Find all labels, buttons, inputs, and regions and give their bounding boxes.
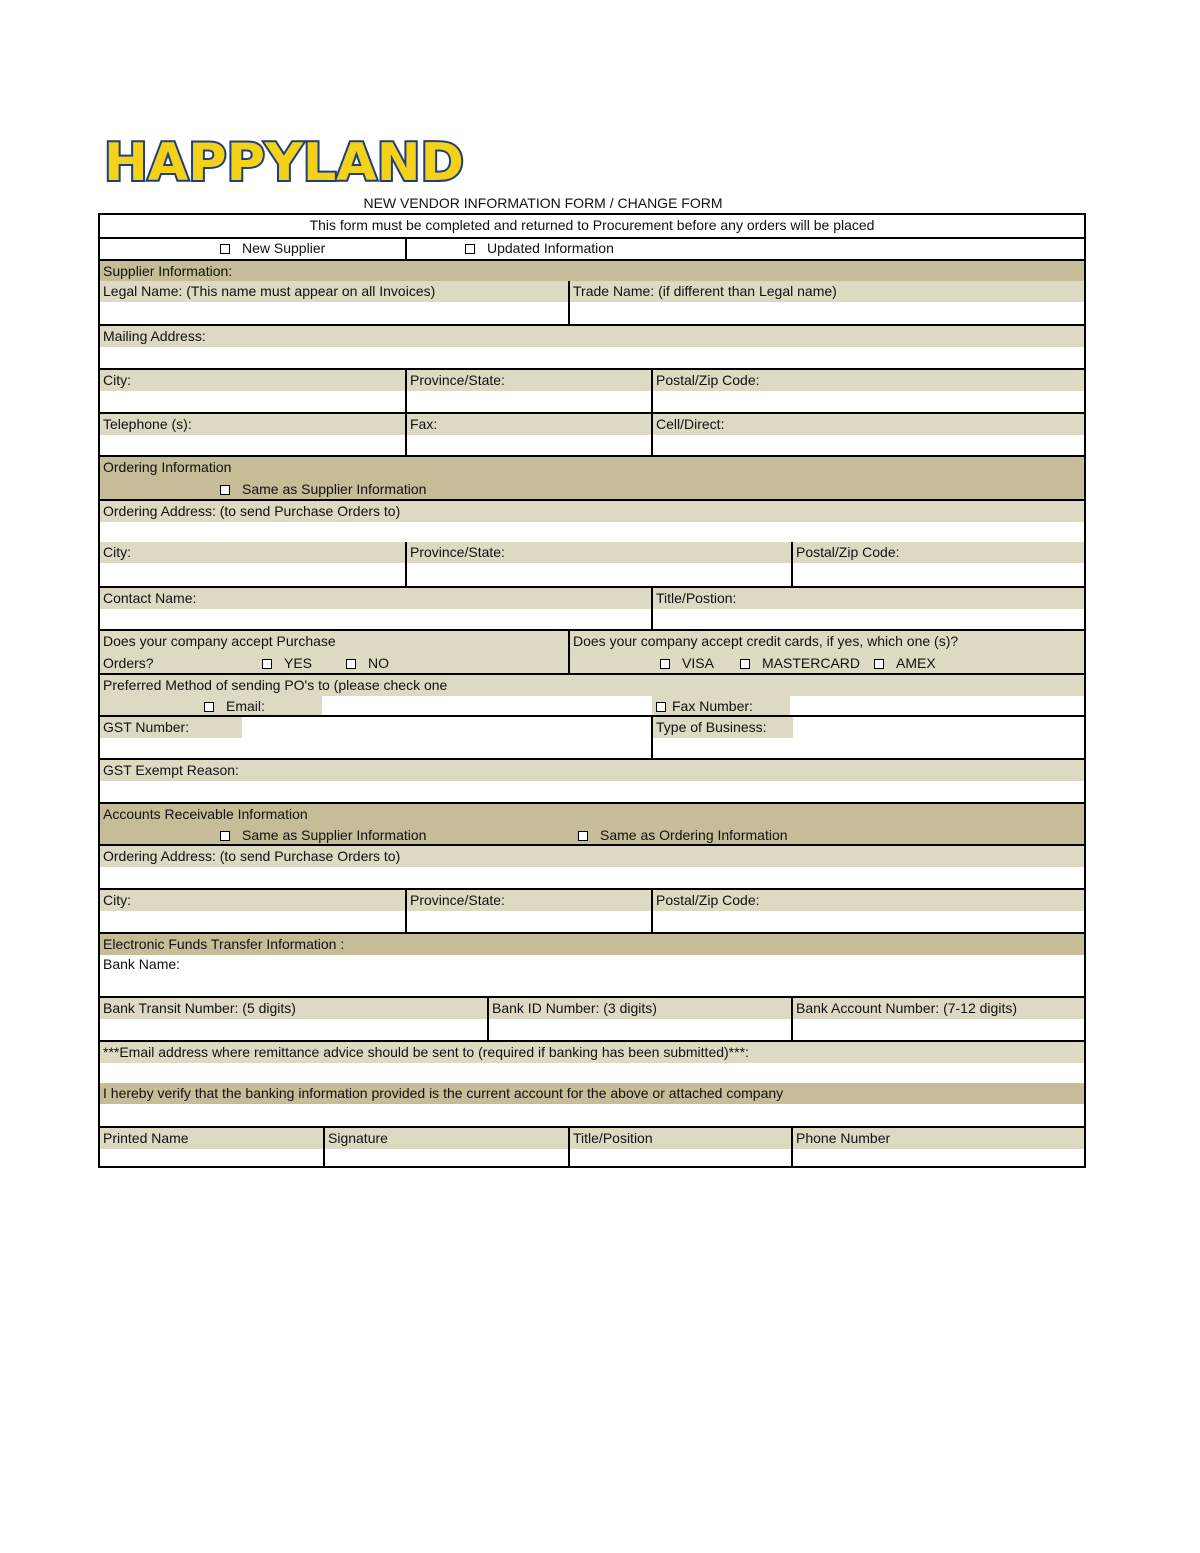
trade-name-label: Trade Name: (if different than Legal name) [570,281,1084,302]
logo-text: HAPPYLAND [104,133,464,192]
po-question-line2: Orders? [103,655,154,671]
phone-number-field[interactable] [791,1128,1084,1166]
printed-name-field[interactable] [100,1128,323,1166]
po-yes-checkbox[interactable] [262,659,272,669]
gst-business-row [100,715,1084,758]
ordering-province-label: Province/State: [407,542,791,563]
form-title: NEW VENDOR INFORMATION FORM / CHANGE FORM [363,195,723,211]
account-number-field[interactable] [791,998,1084,1040]
ordering-address-field[interactable] [100,499,1084,542]
po-cc-row [100,629,1084,673]
supplier-city-row [100,368,1084,412]
cc-question: Does your company accept credit cards, if yes, which one (s)? [573,633,959,649]
phone-number-label: Phone Number [793,1128,1084,1149]
remittance-email-field[interactable] [100,1040,1084,1083]
bank-name-label: Bank Name: [103,956,181,972]
remittance-email-label: ***Email address where remittance advice should be sent to (required if banking has been submitted)***: [100,1042,1084,1063]
ar-postal-label: Postal/Zip Code: [653,890,1084,911]
signoff-title-label: Title/Position [570,1128,791,1149]
ar-city-row [100,888,1084,932]
ar-same-supplier-checkbox[interactable] [220,831,230,841]
ar-province-field[interactable] [405,890,651,932]
form-type-row [100,237,1084,259]
transit-number-label: Bank Transit Number: (5 digits) [100,998,487,1019]
cell-direct-field[interactable] [651,414,1084,455]
new-supplier-label: New Supplier [242,240,326,256]
instruction-text: This form must be completed and returned to Procurement before any orders will be placed [309,217,875,233]
fax-method-label: Fax Number: [672,698,753,714]
supplier-province-field[interactable] [405,370,651,412]
po-yes-label: YES [284,655,313,671]
verify-statement: I hereby verify that the banking information provided is the current account for the above or attached company [100,1083,1084,1104]
new-supplier-checkbox[interactable] [220,244,230,254]
contact-row [100,586,1084,629]
fax-method-checkbox[interactable] [656,702,666,712]
ar-address-field[interactable] [100,844,1084,888]
eft-header: Electronic Funds Transfer Information : [100,934,1084,955]
cell-direct-label: Cell/Direct: [653,414,1084,435]
telephone-label: Telephone (s): [100,414,405,435]
updated-info-cell [405,239,1084,259]
title-position-field[interactable] [651,588,1084,629]
mastercard-label: MASTERCARD [762,655,861,671]
supplier-city-label: City: [100,370,405,391]
ar-province-label: Province/State: [407,890,651,911]
fax-method-input[interactable] [790,696,1084,717]
ar-postal-field[interactable] [651,890,1084,932]
gst-number-field[interactable] [100,717,651,758]
contact-name-label: Contact Name: [100,588,651,609]
supplier-header: Supplier Information: [100,261,1084,282]
preferred-method-label: Preferred Method of sending PO's to (please check one [100,675,1084,696]
ordering-address-label: Ordering Address: (to send Purchase Orders to) [100,501,1084,522]
ordering-header: Ordering Information [103,459,232,475]
email-method-label: Email: [226,698,265,714]
supplier-header-row [100,259,1084,281]
po-question-cell [100,631,568,673]
ordering-city-label: City: [100,542,405,563]
po-no-checkbox[interactable] [346,659,356,669]
title-position-label: Title/Postion: [653,588,1084,609]
ordering-city-field[interactable] [100,542,405,586]
supplier-postal-label: Postal/Zip Code: [653,370,1084,391]
new-supplier-cell [100,239,405,259]
ordering-same-supplier-label: Same as Supplier Information [242,481,427,497]
happyland-logo [100,128,470,192]
bank-name-field[interactable] [100,954,1084,996]
signoff-title-field[interactable] [568,1128,791,1166]
type-of-business-field[interactable] [651,717,1084,758]
bank-id-label: Bank ID Number: (3 digits) [489,998,791,1019]
ar-same-supplier-label: Same as Supplier Information [242,827,427,843]
printed-name-label: Printed Name [100,1128,323,1149]
ordering-city-row [100,542,1084,586]
preferred-method-row [100,673,1084,715]
gst-number-label: GST Number: [100,717,242,738]
visa-checkbox[interactable] [660,659,670,669]
type-of-business-label: Type of Business: [653,717,793,738]
supplier-postal-field[interactable] [651,370,1084,412]
eft-header-row [100,932,1084,954]
po-question-line1: Does your company accept Purchase [103,633,336,649]
instruction-row [100,215,1084,237]
email-method-input[interactable] [322,696,652,717]
ar-same-ordering-checkbox[interactable] [578,831,588,841]
supplier-province-label: Province/State: [407,370,651,391]
ar-city-label: City: [100,890,405,911]
verify-row [100,1083,1084,1126]
supplier-phone-row [100,412,1084,455]
legal-trade-row [100,281,1084,324]
legal-name-field[interactable] [100,281,568,324]
updated-info-checkbox[interactable] [465,244,475,254]
transit-number-field[interactable] [100,998,487,1040]
gst-exempt-field[interactable] [100,758,1084,802]
mailing-address-field[interactable] [100,324,1084,368]
amex-label: AMEX [896,655,936,671]
ar-address-label: Ordering Address: (to send Purchase Orders to) [100,846,1084,867]
signoff-row [100,1126,1084,1166]
account-number-label: Bank Account Number: (7-12 digits) [793,998,1084,1019]
amex-checkbox[interactable] [874,659,884,669]
ar-header-row [100,802,1084,844]
email-method-checkbox[interactable] [204,702,214,712]
supplier-city-field[interactable] [100,370,405,412]
vendor-form [98,213,1086,1168]
mailing-address-label: Mailing Address: [100,326,1084,347]
ordering-postal-field[interactable] [791,542,1084,586]
fax-field[interactable] [405,414,651,455]
ar-header: Accounts Receivable Information [103,806,308,822]
ordering-province-field[interactable] [405,542,791,586]
ordering-same-supplier-checkbox[interactable] [220,485,230,495]
bank-numbers-row [100,996,1084,1040]
ar-city-field[interactable] [100,890,405,932]
ordering-header-row [100,455,1084,499]
telephone-field[interactable] [100,414,405,455]
bank-id-field[interactable] [487,998,791,1040]
trade-name-field[interactable] [568,281,1084,324]
fax-label: Fax: [407,414,651,435]
cc-question-cell [568,631,1084,673]
ordering-postal-label: Postal/Zip Code: [793,542,1084,563]
gst-exempt-label: GST Exempt Reason: [100,760,1084,781]
signature-label: Signature [325,1128,568,1149]
updated-info-label: Updated Information [487,240,614,256]
ar-same-ordering-label: Same as Ordering Information [600,827,788,843]
po-no-label: NO [368,655,389,671]
contact-name-field[interactable] [100,588,651,629]
signature-field[interactable] [323,1128,568,1166]
legal-name-label: Legal Name: (This name must appear on all Invoices) [100,281,568,302]
visa-label: VISA [682,655,714,671]
mastercard-checkbox[interactable] [740,659,750,669]
